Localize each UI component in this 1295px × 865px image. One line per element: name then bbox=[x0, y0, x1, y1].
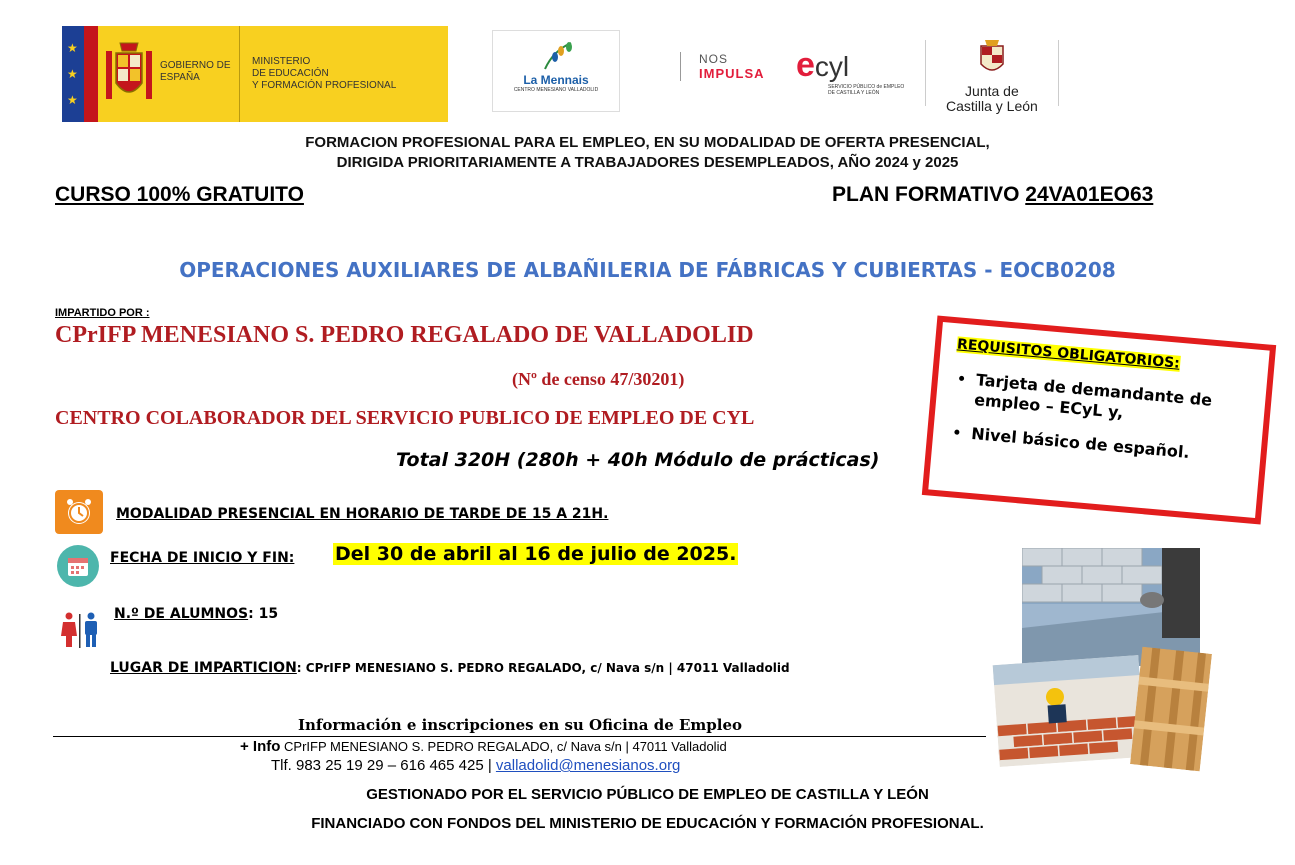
info-plus: + Info bbox=[240, 738, 281, 755]
nos-impulsa-logo bbox=[680, 52, 765, 81]
nos-text: NOS bbox=[699, 52, 729, 66]
email-link[interactable]: valladolid@menesianos.org bbox=[495, 757, 681, 774]
contact-line bbox=[271, 757, 680, 774]
curso-gratuito: CURSO 100% GRATUITO bbox=[55, 183, 304, 206]
junta-name: Junta de Castilla y León bbox=[946, 83, 1038, 114]
alumnos-row bbox=[114, 606, 278, 622]
coat-of-arms-icon bbox=[98, 26, 160, 122]
gobierno-espana-logo bbox=[62, 26, 448, 122]
eu-flag-icon: ★ ★ ★ bbox=[62, 26, 98, 122]
ecyl-logo bbox=[796, 48, 904, 96]
plan-formativo bbox=[832, 183, 1153, 207]
plan-code: 24VA01EO63 bbox=[1025, 183, 1154, 206]
plan-label: PLAN FORMATIVO bbox=[832, 183, 1026, 206]
construction-photo-bricklayer bbox=[993, 655, 1146, 767]
lugar-label: LUGAR DE IMPARTICION bbox=[110, 660, 297, 676]
leaf-icon bbox=[539, 41, 579, 71]
ecyl-text: cyl bbox=[814, 51, 850, 82]
info-title: Información e inscripciones en su Oficina de Empleo bbox=[297, 716, 743, 734]
requisitos-box bbox=[922, 316, 1276, 525]
ecyl-sub: SERVICIO PÚBLICO de EMPLEO DE CASTILLA Y LEÓN bbox=[828, 84, 905, 96]
lugar-value: : CPrIFP MENESIANO S. PEDRO REGALADO, c/ Nava s/n | 47011 Valladolid bbox=[296, 661, 790, 675]
la-mennais-name: La Mennais bbox=[523, 73, 589, 87]
course-title: OPERACIONES AUXILIARES DE ALBAÑILERIA DE FÁBRICAS Y CUBIERTAS - EOCB0208 bbox=[179, 258, 1116, 282]
center-name: CPrIFP MENESIANO S. PEDRO REGALADO DE VALLADOLID bbox=[55, 322, 754, 348]
junta-cyl-logo bbox=[925, 40, 1059, 114]
lugar-row bbox=[110, 660, 790, 676]
requisitos-title: REQUISITOS OBLIGATORIOS: bbox=[956, 336, 1181, 372]
gestionado-text: GESTIONADO POR EL SERVICIO PÚBLICO DE EMPLEO DE CASTILLA Y LEÓN bbox=[366, 786, 929, 803]
la-mennais-sub: CENTRO MENESIANO VALLADOLID bbox=[513, 87, 599, 93]
info-text: CPrIFP MENESIANO S. PEDRO REGALADO, c/ Nava s/n | 47011 Valladolid bbox=[280, 739, 727, 754]
financiado-text: FINANCIADO CON FONDOS DEL MINISTERIO DE EDUCACIÓN Y FORMACIÓN PROFESIONAL. bbox=[311, 815, 984, 832]
ecyl-e: e bbox=[796, 46, 815, 84]
requisitos-list bbox=[949, 368, 1250, 468]
modalidad-text: MODALIDAD PRESENCIAL EN HORARIO DE TARDE DE 15 A 21H. bbox=[116, 506, 609, 522]
impartido-label: IMPARTIDO POR : bbox=[55, 307, 150, 319]
fecha-value: Del 30 de abril al 16 de julio de 2025. bbox=[335, 543, 737, 565]
la-mennais-logo bbox=[492, 30, 620, 112]
people-icon bbox=[58, 612, 102, 648]
castilla-leon-shield-icon bbox=[977, 40, 1007, 76]
centro-colaborador: CENTRO COLABORADOR DEL SERVICIO PUBLICO DE EMPLEO DE CYL bbox=[55, 407, 755, 429]
info-line bbox=[240, 738, 727, 755]
requisito-item: • Nivel básico de español. bbox=[970, 424, 1245, 468]
gobierno-text: GOBIERNO DE ESPAÑA bbox=[160, 26, 240, 122]
ministerio-text: MINISTERIO DE EDUCACIÓN Y FORMACIÓN PROFESIONAL bbox=[252, 56, 397, 91]
impulsa-text: IMPULSA bbox=[699, 66, 765, 81]
construction-photo-concrete bbox=[1022, 548, 1200, 666]
alumnos-label: N.º DE ALUMNOS bbox=[114, 606, 249, 622]
fecha-label: FECHA DE INICIO Y FIN: bbox=[110, 550, 295, 566]
alarm-clock-icon bbox=[55, 490, 103, 534]
censo-number: (Nº de censo 47/30201) bbox=[512, 369, 685, 389]
program-line-1: FORMACION PROFESIONAL PARA EL EMPLEO, EN SU MODALIDAD DE OFERTA PRESENCIAL, bbox=[305, 134, 990, 151]
calendar-icon bbox=[57, 545, 99, 587]
construction-photo-wood bbox=[1130, 647, 1212, 772]
alumnos-value: : 15 bbox=[248, 606, 279, 622]
program-line-2: DIRIGIDA PRIORITARIAMENTE A TRABAJADORES DESEMPLEADOS, AÑO 2024 y 2025 bbox=[336, 154, 959, 171]
total-hours: Total 320H (280h + 40h Módulo de prácticas) bbox=[396, 449, 880, 471]
divider bbox=[53, 736, 986, 737]
telephone: Tlf. 983 25 19 29 – 616 465 425 | bbox=[271, 757, 496, 774]
requisito-item: • Tarjeta de demandante de empleo – ECyL y, bbox=[973, 370, 1249, 434]
